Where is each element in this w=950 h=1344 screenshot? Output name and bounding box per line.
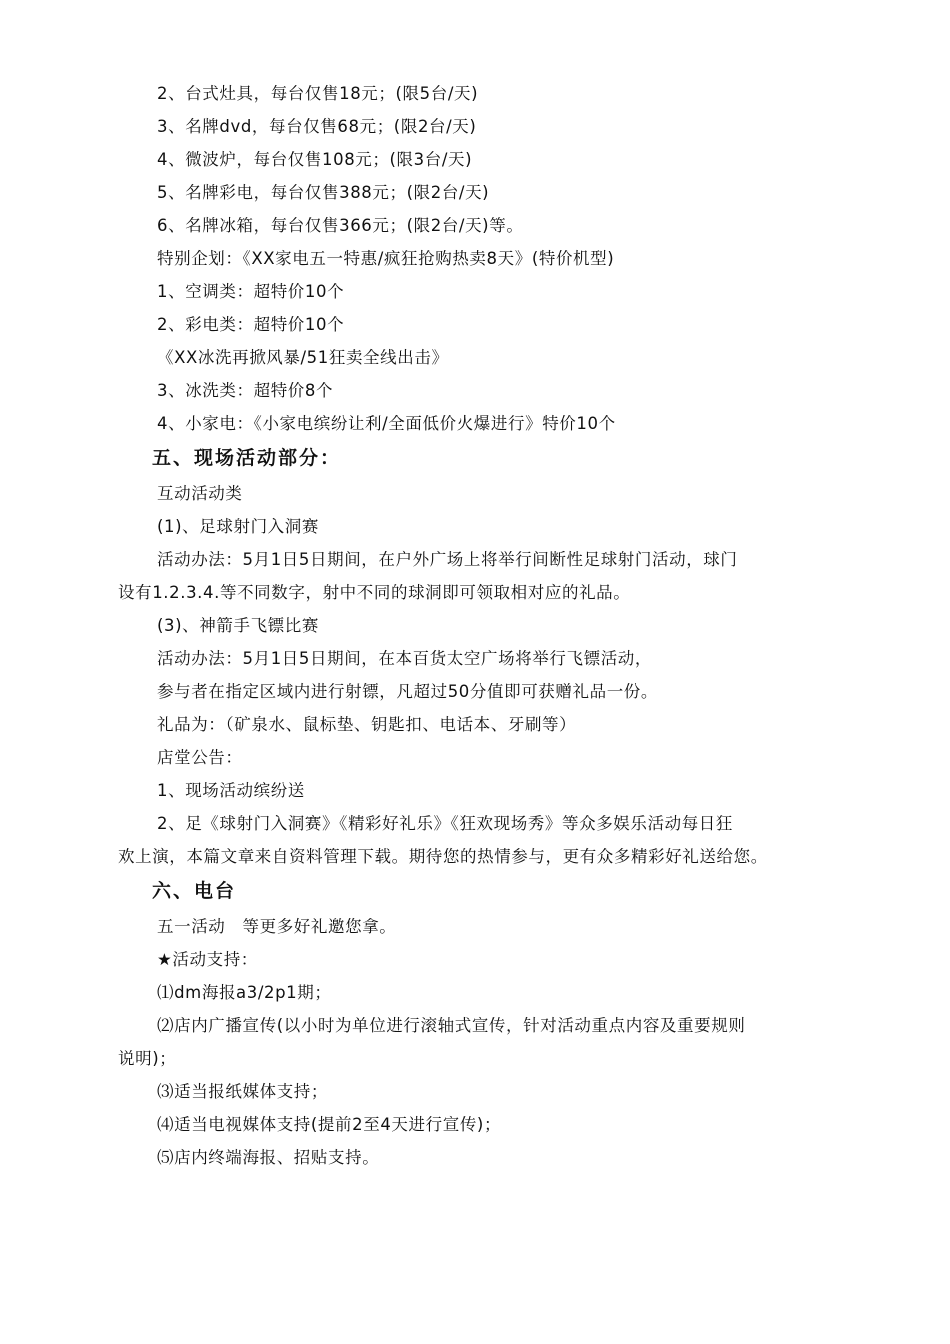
special-subtitle: 《XX冰洗再掀风暴/51狂卖全线出击》: [157, 348, 449, 367]
body-line: (3)、神箭手飞镖比赛: [157, 616, 319, 635]
body-line: (1)、足球射门入洞赛: [157, 517, 319, 536]
special-plan-line: 特别企划：《XX家电五一特惠/疯狂抢购热卖8天》(特价机型): [157, 249, 615, 268]
price-item-stove: 2、台式灶具，每台仅售18元；(限5台/天): [157, 84, 479, 103]
body-line: 五一活动 等更多好礼邀您拿。: [157, 917, 397, 936]
special-item-washer: 3、冰洗类：超特价8个: [157, 381, 334, 400]
body-line: 互动活动类: [157, 484, 243, 503]
price-item-fridge: 6、名牌冰箱，每台仅售366元；(限2台/天)等。: [157, 216, 524, 235]
body-line: 1、现场活动缤纷送: [157, 781, 305, 800]
body-line: 礼品为：（矿泉水、鼠标垫、钥匙扣、电话本、牙刷等）: [157, 715, 577, 734]
body-line: 店堂公告：: [157, 748, 243, 767]
body-line: ⑴dm海报a3/2p1期；: [157, 983, 332, 1002]
body-line: 活动办法：5月1日5日期间，在户外广场上将举行间断性足球射门活动，球门: [157, 550, 738, 569]
body-line: ★活动支持：: [157, 950, 258, 969]
special-item-ac: 1、空调类：超特价10个: [157, 282, 345, 301]
body-line: 说明)；: [118, 1049, 177, 1068]
body-line: 参与者在指定区域内进行射镖，凡超过50分值即可获赠礼品一份。: [157, 682, 658, 701]
body-line: ⑷适当电视媒体支持(提前2至4天进行宣传)；: [157, 1115, 502, 1134]
body-line: 设有1.2.3.4.等不同数字，射中不同的球洞即可领取相对应的礼品。: [118, 583, 631, 602]
body-line: 欢上演，本篇文章来自资料管理下载。期待您的热情参与，更有众多精彩好礼送给您。: [118, 847, 768, 866]
body-line: 活动办法：5月1日5日期间，在本百货太空广场将举行飞镖活动，: [157, 649, 652, 668]
special-item-tv: 2、彩电类：超特价10个: [157, 315, 345, 334]
section-heading-6: 六、电台: [152, 880, 237, 902]
body-line: ⑸店内终端海报、招贴支持。: [157, 1148, 380, 1167]
special-item-small: 4、小家电：《小家电缤纷让利/全面低价火爆进行》特价10个: [157, 414, 616, 433]
body-line: ⑶适当报纸媒体支持；: [157, 1082, 328, 1101]
body-line: 2、足《球射门入洞赛》《精彩好礼乐》《狂欢现场秀》等众多娱乐活动每日狂: [157, 814, 733, 833]
price-item-microwave: 4、微波炉，每台仅售108元；(限3台/天): [157, 150, 473, 169]
body-line: ⑵店内广播宣传(以小时为单位进行滚轴式宣传，针对活动重点内容及重要规则: [157, 1016, 746, 1035]
section-heading-5: 五、现场活动部分：: [152, 447, 342, 469]
price-item-dvd: 3、名牌dvd，每台仅售68元；(限2台/天): [157, 117, 477, 136]
price-item-tv: 5、名牌彩电，每台仅售388元；(限2台/天): [157, 183, 490, 202]
